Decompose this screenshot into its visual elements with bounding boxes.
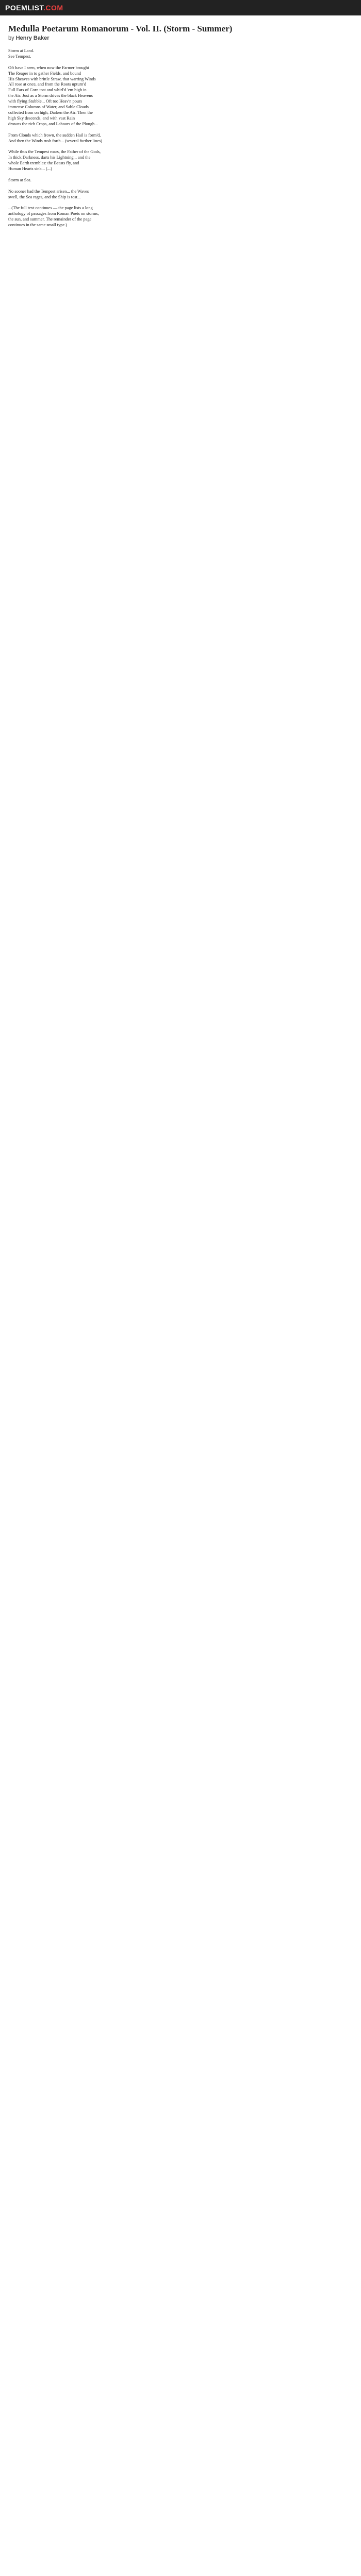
poem-content xyxy=(0,15,361,228)
poem-body: Storm at Land. See Tempest. Oft have I seen, when now the Farmer brought The Reaper in to gather Fields, and bound His Sheaves with brittle Straw, that warring Winds All rose at once, and from the Roots upturn'd Full Ears of Corn tost and whirl'd 'em high in the Air: Just as a Storm drives the black Heavens with flying Stubble... Oft too Heav'n pours immense Columns of Water, and Sable Clouds collected from on high, Darken the Air: Then the high Sky descends, and with vast Rain drowns the rich Crops, and Labours of the Plough... From Clouds which frown, the sudden Hail is form'd, And then the Winds rush forth... (several further lines) While thus the Tempest roars, the Father of the Gods, In thick Darkness, darts his Lightning... and the whole Earth trembles: the Beasts fly, and Human Hearts sink... (...) Storm at Sea. No sooner had the Tempest arisen... the Waves swell, the Sea rages, and the Ship is tost... ...(The full text continues — the page lists a long anthology of passages from Roman Poets on storms, the sun, and summer. The remainder of the page continues in the same small type.) xyxy=(8,48,103,228)
poem-title: Medulla Poetarum Romanorum - Vol. II. (Storm - Summer) xyxy=(8,24,233,33)
site-header xyxy=(0,0,361,15)
poem-author-line xyxy=(8,35,353,41)
site-logo[interactable] xyxy=(5,4,63,12)
logo-tld: .COM xyxy=(43,4,63,12)
logo-text: POEMLIST xyxy=(5,4,44,12)
author-name[interactable]: Henry Baker xyxy=(15,35,50,41)
author-prefix: by xyxy=(8,35,14,41)
